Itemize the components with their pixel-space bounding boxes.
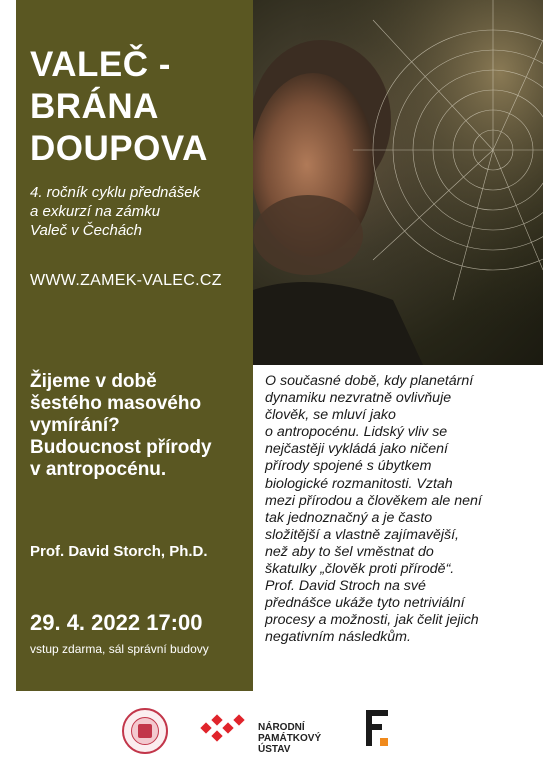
lecture-line: Budoucnost přírody — [30, 437, 212, 458]
event-subtitle — [30, 183, 200, 240]
subtitle-line: a exkurzí na zámku — [30, 203, 161, 220]
lecture-title — [30, 371, 212, 481]
title-line: DOUPOVA — [30, 129, 208, 168]
speaker-name: Prof. David Storch, Ph.D. — [30, 543, 208, 560]
description-line: člověk, se mluví jako — [265, 407, 396, 424]
lecture-line: šestého masového — [30, 393, 202, 414]
npu-text-line: ÚSTAV — [258, 744, 291, 755]
lecture-line: v antropocénu. — [30, 459, 167, 480]
npu-text-line: NÁRODNÍ — [258, 722, 305, 733]
npu-text-line: PAMÁTKOVÝ — [258, 733, 322, 744]
description-line: Prof. David Stroch na své — [265, 578, 426, 595]
npu-logo-text — [258, 722, 321, 755]
description-line: složitější a vlastně zajímavější, — [265, 526, 459, 543]
description-line: negativním následkům. — [265, 629, 411, 646]
subtitle-line: Valeč v Čechách — [30, 222, 143, 239]
entry-info: vstup zdarma, sál správní budovy — [30, 642, 209, 656]
partner-logos — [0, 700, 543, 760]
description-line: dynamiku nezvratně ovlivňuje — [265, 390, 452, 407]
lecture-description — [265, 373, 482, 647]
university-seal-logo — [122, 708, 168, 754]
description-line: tak jednoznačný a je často — [265, 509, 433, 526]
event-datetime: 29. 4. 2022 17:00 — [30, 610, 203, 635]
description-line: nejčastěji vykládá jako ničení — [265, 441, 448, 458]
description-line: škatulky „člověk proti přírodě“. — [265, 561, 455, 578]
lecture-line: Žijeme v době — [30, 371, 157, 392]
event-title — [30, 44, 208, 170]
description-line: biologické rozmanitosti. Vztah — [265, 475, 453, 492]
description-line: mezi přírodou a člověkem ale není — [265, 492, 482, 509]
website-link[interactable]: WWW.ZAMEK-VALEC.CZ — [30, 272, 222, 289]
description-line: přednášce ukáže tyto netriviální — [265, 595, 465, 612]
lecture-line: vymírání? — [30, 415, 120, 436]
description-line: procesy a možnosti, jak čelit jejich — [265, 612, 479, 629]
speaker-photo — [253, 0, 543, 365]
npu-logo-mark — [200, 712, 246, 744]
description-line: O současné době, kdy planetární — [265, 373, 474, 389]
photo-illustration — [253, 0, 543, 365]
description-line: o antropocénu. Lidský vliv se — [265, 424, 448, 441]
description-line: než aby to šel vměstnat do — [265, 543, 434, 560]
subtitle-line: 4. ročník cyklu přednášek — [30, 184, 201, 201]
f-logo — [366, 710, 388, 746]
title-line: VALEČ - — [30, 45, 171, 84]
seal-center — [138, 724, 152, 738]
title-line: BRÁNA — [30, 87, 159, 126]
description-line: přírody spojené s úbytkem — [265, 458, 432, 475]
